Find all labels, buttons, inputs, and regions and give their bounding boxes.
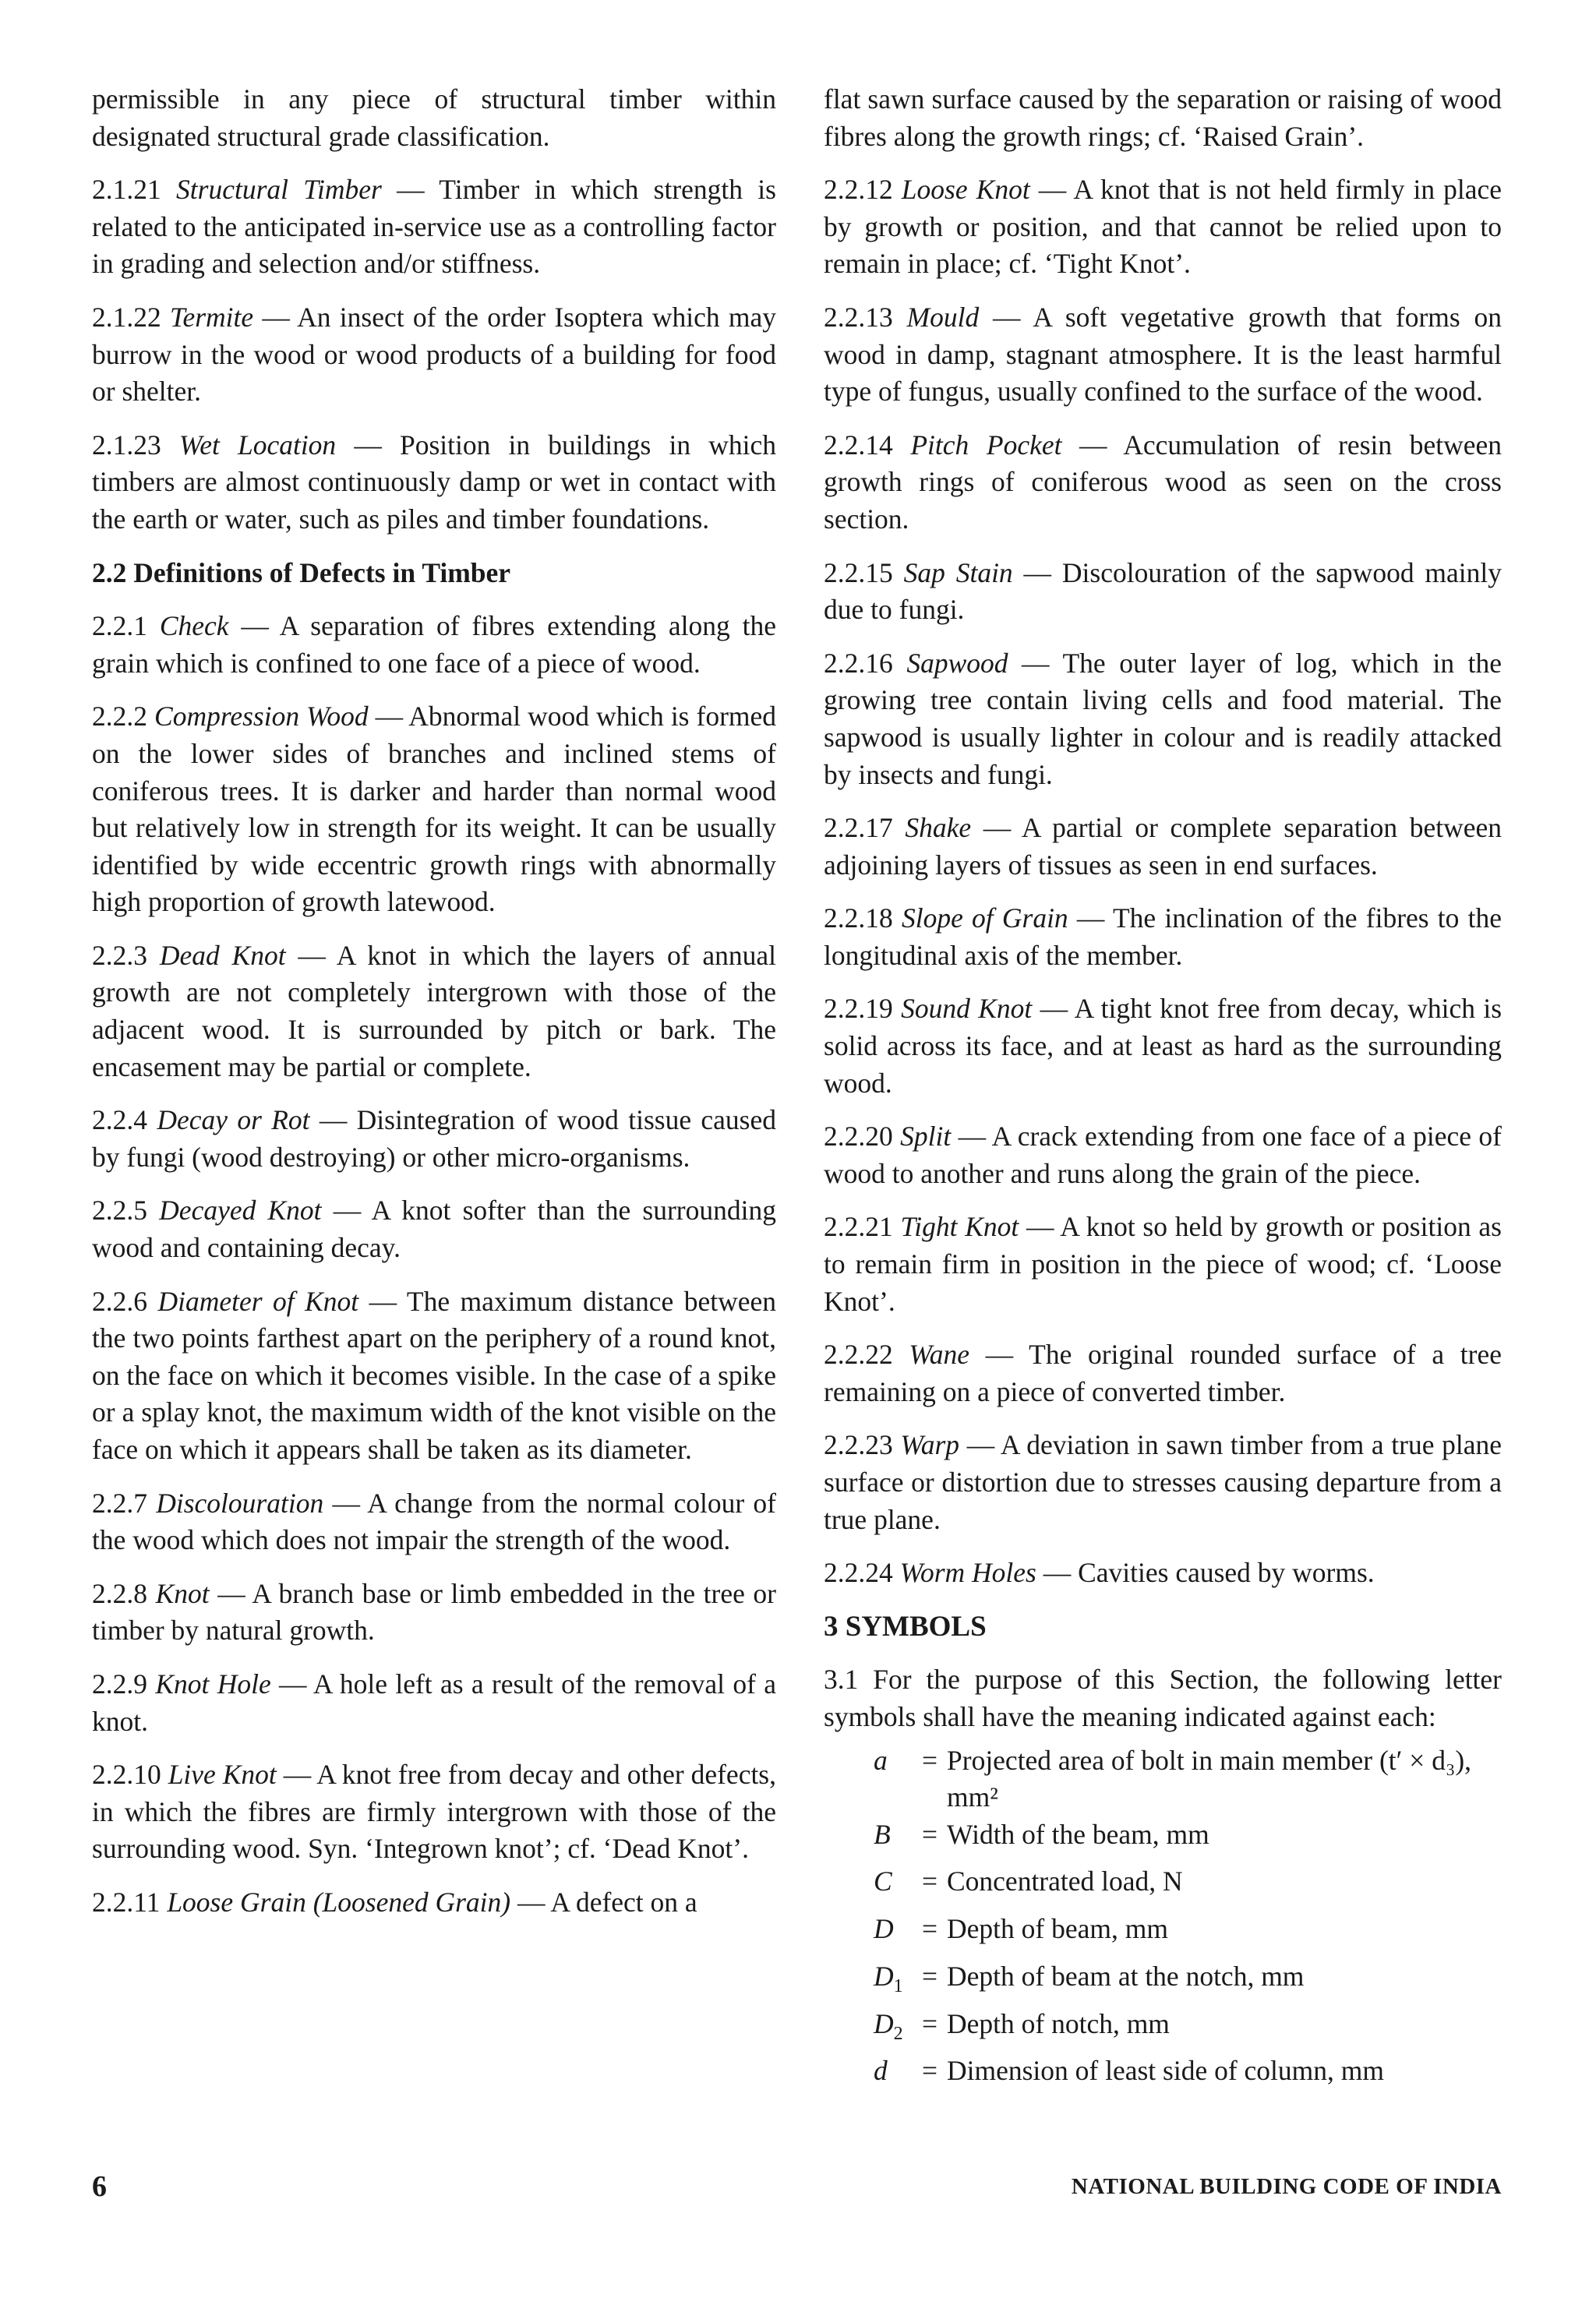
symbol-row xyxy=(874,2006,1502,2053)
definition-number: 2.2.5 xyxy=(92,1195,147,1227)
definition-entry: 2.1.21 Structural Timber — Timber in which strength is related to the anticipated in-service use as a controlling factor in grading and selection and/or stiffness. xyxy=(92,174,776,280)
definition-number: 2.2.19 xyxy=(824,993,893,1025)
definition-number: 2.2.14 xyxy=(824,429,893,461)
definition-term: Worm Holes xyxy=(899,1557,1036,1589)
definition-entry: 2.2.3 Dead Knot — A knot in which the layers of annual growth are not completely intergrown with those of the adjacent wood. It is surrounded by pitch or bark. The encasement may be partial or complete. xyxy=(92,939,777,1082)
definition-number: 2.2.4 xyxy=(92,1104,147,1136)
definition-entry: 2.2.16 Sapwood — The outer layer of log, which in the growing tree contain living cells and food material. The sapwood is usually lighter in colour and is readily attacked by insects and fungi. xyxy=(824,647,1502,790)
definition-term: Tight Knot xyxy=(900,1211,1019,1243)
definition-text: A defect on a xyxy=(550,1886,697,1918)
definition-text: An insect of the order Isoptera which may burrow in the wood or wood products of a building for food or shelter. xyxy=(92,301,777,408)
symbol-description: Dimension of least side of column, mm xyxy=(947,2055,1385,2087)
definition-number: 2.2.12 xyxy=(824,174,893,206)
symbol-char: C xyxy=(874,1866,892,1897)
definition-number: 2.1.21 xyxy=(92,174,161,206)
definition-number: 2.2.11 xyxy=(92,1886,161,1918)
definition-text: Timber in which strength is related to the anticipated in-service use as a controlling factor in grading and selection and/or stiffness. xyxy=(92,174,776,280)
definition-text: The maximum distance between the two points farthest apart on the periphery of a round knot, on the face on which it becomes visible. In the case of a spike or a splay knot, the maximum width of the knot visible on the face on which it appears shall be taken as its diameter. xyxy=(92,1285,777,1465)
definition-term: Mould xyxy=(906,301,980,333)
symbol-description: Projected area of bolt in main member (t′ × d₃), mm² xyxy=(947,1744,1472,1813)
symbol-row xyxy=(874,1742,1502,1816)
definition-text: Abnormal wood which is formed on the lower sides of branches and inclined stems of coniferous trees. It is darker and harder than normal wood but relatively low in strength for its weight. It can be usually identified by wide eccentric growth rings with abnormally high proportion of growth latewood. xyxy=(92,701,777,918)
definition-term: Split xyxy=(900,1121,952,1153)
definition-entry: 2.2.11 Loose Grain (Loosened Grain) — A defect on a xyxy=(92,1886,697,1918)
definition-term: Warp xyxy=(900,1429,960,1461)
definition-term: Shake xyxy=(905,812,972,844)
definition-text: A knot free from decay and other defects, in which the fibres are firmly intergrown with those of the surrounding wood. Syn. ‘Integrown knot’; cf. ‘Dead Knot’. xyxy=(92,1759,776,1865)
definition-text: Discolouration of the sapwood mainly due to fungi. xyxy=(824,556,1502,626)
symbols-table xyxy=(874,1742,1502,2100)
symbol-description: Depth of notch, mm xyxy=(947,2007,1170,2039)
definition-entry: 2.2.20 Split — A crack extending from one face of a piece of wood to another and runs along the grain of the piece. xyxy=(824,1121,1502,1189)
definition-entry: 2.2.21 Tight Knot — A knot so held by growth or position as to remain firm in position in the piece of wood; cf. ‘Loose Knot’. xyxy=(824,1211,1502,1317)
definitions-2-2 xyxy=(92,608,776,1921)
symbol-description: Depth of beam, mm xyxy=(947,1913,1168,1945)
definition-text: A partial or complete separation between adjoining layers of tissues as seen in end surfaces. xyxy=(824,812,1502,881)
symbol-subscript: 1 xyxy=(893,1975,903,1996)
definitions-2-2-continued xyxy=(824,171,1502,1592)
definition-term: Decay or Rot xyxy=(157,1104,310,1136)
symbol-row xyxy=(874,1816,1502,1864)
symbol-description: Concentrated load, N xyxy=(947,1866,1183,1897)
definition-entry: 2.2.23 Warp — A deviation in sawn timber from a true plane surface or distortion due to stresses causing departure from a true plane. xyxy=(824,1429,1502,1535)
definition-term: Slope of Grain xyxy=(901,902,1068,934)
definition-number: 2.2.22 xyxy=(824,1339,893,1371)
definition-number: 2.2.3 xyxy=(92,939,147,971)
definition-number: 2.2.24 xyxy=(824,1557,893,1589)
definition-text: A knot in which the layers of annual growth are not completely intergrown with those of the adjacent wood. It is surrounded by pitch or bark. The encasement may be partial or complete. xyxy=(92,939,777,1082)
definition-text: A knot softer than the surrounding wood and containing decay. xyxy=(92,1195,776,1264)
definition-term: Diameter of Knot xyxy=(157,1285,359,1317)
definition-entry: 2.2.12 Loose Knot — A knot that is not held firmly in place by growth or position, and that cannot be relied upon to remain in place; cf. ‘Tight Knot’. xyxy=(824,174,1502,280)
left-column xyxy=(92,81,776,1938)
symbol-row xyxy=(874,1911,1502,1958)
definition-term: Knot Hole xyxy=(155,1668,271,1700)
definition-entry: 2.2.14 Pitch Pocket — Accumulation of resin between growth rings of coniferous wood as seen on the cross section. xyxy=(824,429,1502,535)
symbol-description: Depth of beam at the notch, mm xyxy=(947,1960,1305,1992)
definition-term: Structural Timber xyxy=(176,174,382,206)
definition-text: Accumulation of resin between growth rings of coniferous wood as seen on the cross section. xyxy=(824,429,1502,535)
running-title: NATIONAL BUILDING CODE OF INDIA xyxy=(1071,2174,1502,2199)
definition-text: Position in buildings in which timbers are almost continuously damp or wet in contact with the earth or water, such as piles and timber foundations. xyxy=(92,429,777,535)
definition-text: A knot so held by growth or position as to remain firm in position in the piece of wood; cf. ‘Loose Knot’. xyxy=(824,1211,1502,1317)
definition-entry: 2.2.8 Knot — A branch base or limb embedded in the tree or timber by natural growth. xyxy=(92,1577,777,1647)
definition-term: Check xyxy=(159,610,229,642)
symbols-intro: 3.1 For the purpose of this Section, the following letter symbols shall have the meaning indicated against each: xyxy=(824,1664,1502,1732)
definition-number: 2.2.13 xyxy=(824,301,893,333)
definition-entry: 2.2.15 Sap Stain — Discolouration of the sapwood mainly due to fungi. xyxy=(824,556,1502,626)
symbol-row xyxy=(874,2053,1502,2100)
symbol-row xyxy=(874,1958,1502,2006)
definition-term: Decayed Knot xyxy=(159,1195,322,1227)
symbol-description: Width of the beam, mm xyxy=(947,1818,1209,1850)
symbol-equals: = xyxy=(921,1818,938,1850)
definition-text: A hole left as a result of the removal of a knot. xyxy=(92,1668,776,1737)
symbol-letter xyxy=(874,2006,913,2053)
definition-text: A knot that is not held firmly in place by growth or position, and that cannot be relied upon to remain in place; cf. ‘Tight Knot’. xyxy=(824,174,1502,280)
symbol-row xyxy=(874,1863,1502,1911)
definition-text: The outer layer of log, which in the growing tree contain living cells and food material. The sapwood is usually lighter in colour and is readily attacked by insects and fungi. xyxy=(824,647,1502,790)
symbol-letter xyxy=(874,1911,913,1958)
symbols-heading: 3 SYMBOLS xyxy=(824,1610,987,1643)
definition-term: Live Knot xyxy=(168,1759,277,1791)
definition-entry: 2.2.2 Compression Wood — Abnormal wood which is formed on the lower sides of branches and inclined stems of coniferous trees. It is darker and harder than normal wood but relatively low in strength for its weight. It can be usually identified by wide eccentric growth rings with abnormally high proportion of growth latewood. xyxy=(92,701,777,918)
definition-entry: 2.2.7 Discolouration — A change from the normal colour of the wood which does not impair the strength of the wood. xyxy=(92,1487,776,1556)
definition-term: Wane xyxy=(909,1339,969,1371)
definition-text: A separation of fibres extending along the grain which is confined to one face of a piece of wood. xyxy=(92,610,776,679)
definition-entry: 2.2.5 Decayed Knot — A knot softer than the surrounding wood and containing decay. xyxy=(92,1195,776,1264)
definition-number: 2.2.21 xyxy=(824,1211,893,1243)
section-heading-2-2: 2.2 Definitions of Defects in Timber xyxy=(92,556,511,588)
definition-entry: 2.2.19 Sound Knot — A tight knot free from decay, which is solid across its face, and at least as hard as the surrounding wood. xyxy=(824,993,1502,1099)
definition-text: A soft vegetative growth that forms on wood in damp, stagnant atmosphere. It is the least harmful type of fungus, usually confined to the surface of the wood. xyxy=(824,301,1502,408)
symbol-equals: = xyxy=(921,2055,938,2087)
symbol-letter xyxy=(874,1863,913,1911)
definition-number: 2.2.1 xyxy=(92,610,147,642)
definition-entry: 2.2.1 Check — A separation of fibres extending along the grain which is confined to one face of a piece of wood. xyxy=(92,610,776,679)
definition-number: 2.2.7 xyxy=(92,1487,147,1519)
definition-term: Sound Knot xyxy=(901,993,1033,1025)
symbol-char: D xyxy=(874,1960,894,1992)
definition-number: 2.2.18 xyxy=(824,902,893,934)
definition-entry: 2.2.13 Mould — A soft vegetative growth that forms on wood in damp, stagnant atmosphere. It is the least harmful type of fungus, usually confined to the surface of the wood. xyxy=(824,301,1502,408)
definition-text: Cavities caused by worms. xyxy=(1078,1557,1375,1589)
definition-term: Pitch Pocket xyxy=(910,429,1062,461)
definition-term: Loose Knot xyxy=(901,174,1030,206)
symbol-letter xyxy=(874,1742,913,1816)
definition-term: Knot xyxy=(155,1577,210,1609)
right-column xyxy=(824,81,1502,2100)
definition-text: A branch base or limb embedded in the tree or timber by natural growth. xyxy=(92,1577,777,1647)
symbol-equals: = xyxy=(921,1913,938,1945)
definition-number: 2.2.9 xyxy=(92,1668,147,1700)
definition-entry: 2.2.10 Live Knot — A knot free from decay and other defects, in which the fibres are firmly intergrown with those of the surrounding wood. Syn. ‘Integrown knot’; cf. ‘Dead Knot’. xyxy=(92,1759,776,1865)
definition-entry: 2.2.17 Shake — A partial or complete separation between adjoining layers of tissues as seen in end surfaces. xyxy=(824,812,1502,881)
definition-number: 2.1.22 xyxy=(92,301,161,333)
symbol-char: a xyxy=(874,1744,888,1776)
definition-entry: 2.2.24 Worm Holes — Cavities caused by worms. xyxy=(824,1557,1375,1589)
definition-entry: 2.2.9 Knot Hole — A hole left as a result of the removal of a knot. xyxy=(92,1668,776,1737)
definition-number: 2.2.8 xyxy=(92,1577,147,1609)
symbol-equals: = xyxy=(921,1744,938,1776)
definition-entry: 2.2.22 Wane — The original rounded surface of a tree remaining on a piece of converted timber. xyxy=(824,1339,1502,1407)
definition-text: A change from the normal colour of the wood which does not impair the strength of the wood. xyxy=(92,1487,776,1556)
definition-number: 2.2.16 xyxy=(824,647,893,679)
definition-term: Dead Knot xyxy=(159,939,286,971)
definition-number: 2.2.2 xyxy=(92,701,147,732)
definition-number: 2.2.20 xyxy=(824,1121,893,1153)
definition-term: Sap Stain xyxy=(903,556,1013,588)
definition-number: 2.2.17 xyxy=(824,812,893,844)
symbol-char: D xyxy=(874,1913,894,1945)
definition-term: Sapwood xyxy=(906,647,1008,679)
symbol-equals: = xyxy=(921,1866,938,1897)
symbol-char: d xyxy=(874,2055,888,2087)
definition-text: Disintegration of wood tissue caused by fungi (wood destroying) or other micro-organisms. xyxy=(92,1104,776,1173)
definition-text: The inclination of the fibres to the longitudinal axis of the member. xyxy=(824,902,1502,971)
definition-entry: 2.1.23 Wet Location — Position in buildings in which timbers are almost continuously damp or wet in contact with the earth or water, such as piles and timber foundations. xyxy=(92,429,777,535)
definition-number: 2.2.6 xyxy=(92,1285,147,1317)
page-footer xyxy=(0,2169,1596,2216)
definition-term: Compression Wood xyxy=(154,701,369,732)
symbol-letter xyxy=(874,2053,913,2100)
definition-entry: 2.2.18 Slope of Grain — The inclination of the fibres to the longitudinal axis of the member. xyxy=(824,902,1502,971)
definition-number: 2.2.10 xyxy=(92,1759,161,1791)
definition-text: The original rounded surface of a tree remaining on a piece of converted timber. xyxy=(824,1339,1502,1407)
definition-text: A tight knot free from decay, which is solid across its face, and at least as hard as the surrounding wood. xyxy=(824,993,1502,1099)
symbol-letter xyxy=(874,1816,913,1864)
symbol-equals: = xyxy=(921,2007,938,2039)
definition-entry: 2.1.22 Termite — An insect of the order Isoptera which may burrow in the wood or wood products of a building for food or shelter. xyxy=(92,301,777,408)
page-number: 6 xyxy=(92,2170,107,2203)
definitions-2-1 xyxy=(92,171,776,538)
definition-text: A crack extending from one face of a piece of wood to another and runs along the grain of the piece. xyxy=(824,1121,1502,1189)
symbol-subscript: 2 xyxy=(893,2023,903,2044)
definition-term: Loose Grain (Loosened Grain) xyxy=(167,1886,511,1918)
symbol-char: D xyxy=(874,2007,894,2039)
definition-number: 2.2.23 xyxy=(824,1429,893,1461)
symbol-letter xyxy=(874,1958,913,2006)
definition-entry: 2.2.6 Diameter of Knot — The maximum distance between the two points farthest apart on the periphery of a round knot, on the face on which it becomes visible. In the case of a spike or a splay knot, the maximum width of the knot visible on the face on which it appears shall be taken as its diameter. xyxy=(92,1285,777,1465)
symbol-char: B xyxy=(874,1818,891,1850)
definition-term: Termite xyxy=(169,301,254,333)
definition-term: Wet Location xyxy=(178,429,337,461)
definition-number: 2.2.15 xyxy=(824,556,893,588)
definition-term: Discolouration xyxy=(156,1487,324,1519)
continuation-paragraph: flat sawn surface caused by the separation or raising of wood fibres along the growth rings; cf. ‘Raised Grain’. xyxy=(824,83,1502,152)
definition-number: 2.1.23 xyxy=(92,429,161,461)
definition-entry: 2.2.4 Decay or Rot — Disintegration of wood tissue caused by fungi (wood destroying) or other micro-organisms. xyxy=(92,1104,776,1173)
intro-paragraph: permissible in any piece of structural timber within designated structural grade classification. xyxy=(92,83,776,152)
definition-text: A deviation in sawn timber from a true plane surface or distortion due to stresses causing departure from a true plane. xyxy=(824,1429,1502,1535)
symbol-equals: = xyxy=(921,1960,938,1992)
